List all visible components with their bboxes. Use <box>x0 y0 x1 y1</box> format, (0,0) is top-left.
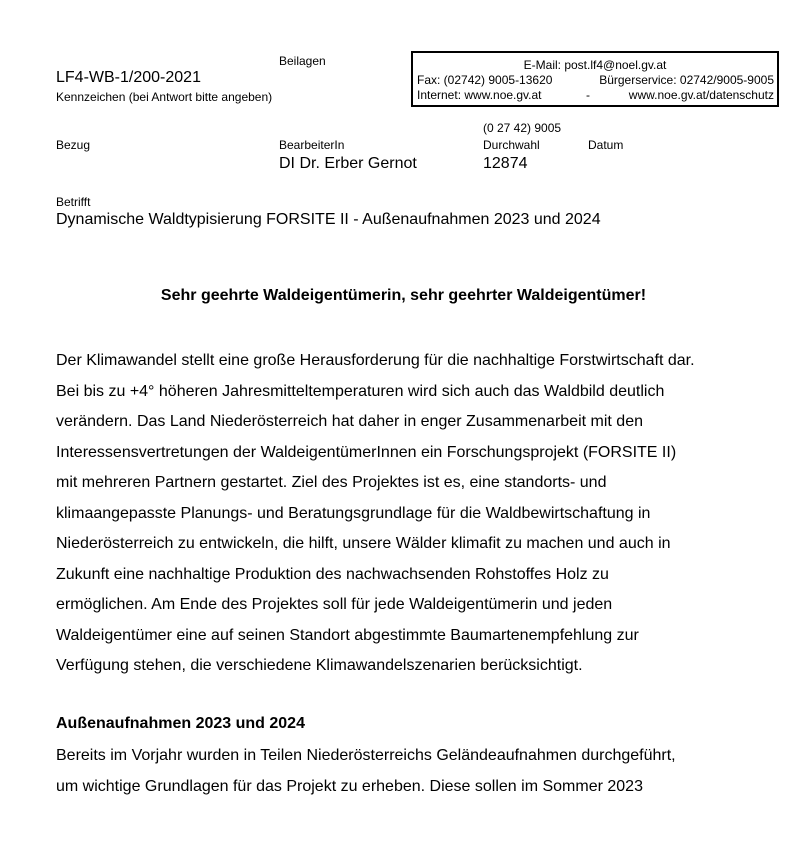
contact-buergerservice: Bürgerservice: 02742/9005-9005 <box>599 73 774 87</box>
body-line: ermöglichen. Am Ende des Projektes soll für jede Waldeigentümerin und jeden <box>56 596 613 613</box>
reference-note: Kennzeichen (bei Antwort bitte angeben) <box>56 90 273 104</box>
contact-email: E-Mail: post.lf4@noel.gv.at <box>523 58 667 72</box>
body-line: Zukunft eine nachhaltige Produktion des nachwachsenden Rohstoffes Holz zu <box>56 565 609 583</box>
body-paragraph <box>56 346 786 682</box>
body-line: Verfügung stehen, die verschiedene Klimawandelszenarien berücksichtigt. <box>56 657 583 674</box>
durchwahl-value: 12874 <box>483 155 528 172</box>
beilagen-label: Beilagen <box>279 54 326 68</box>
bearbeiter-name: DI Dr. Erber Gernot <box>279 155 417 172</box>
contact-box <box>411 51 779 107</box>
body-line: Niederösterreich zu entwickeln, die hilft, unsere Wälder klimafit zu machen und auch in <box>56 535 671 552</box>
body-line: Bei bis zu +4° höheren Jahresmitteltemperaturen wird sich auch das Waldbild deutlich <box>56 382 665 400</box>
durchwahl-label: Durchwahl <box>483 138 540 152</box>
betrifft-label: Betrifft <box>56 195 91 209</box>
contact-internet: Internet: www.noe.gv.at <box>417 88 542 102</box>
body-line: Interessensvertretungen der WaldeigentümerInnen ein Forschungsprojekt (FORSITE II) <box>56 443 677 461</box>
body-line: mit mehreren Partnern gestartet. Ziel des Projektes ist es, eine standorts- und <box>56 474 607 491</box>
section-heading: Außenaufnahmen 2023 und 2024 <box>56 715 305 732</box>
bearbeiter-label: BearbeiterIn <box>279 138 345 152</box>
body-line: klimaangepasste Planungs- und Beratungsgrundlage für die Waldbewirtschaftung in <box>56 504 651 522</box>
section-paragraph <box>56 740 786 802</box>
bezug-label: Bezug <box>56 138 91 152</box>
body-line: Waldeigentümer eine auf seinen Standort abgestimmte Baumartenempfehlung zur <box>56 626 639 644</box>
body-line: verändern. Das Land Niederösterreich hat daher in enger Zusammenarbeit mit den <box>56 413 643 430</box>
subject-line: Dynamische Waldtypisierung FORSITE II - Außenaufnahmen 2023 und 2024 <box>56 211 601 228</box>
datum-label: Datum <box>588 138 624 152</box>
contact-fax: Fax: (02742) 9005-13620 <box>417 73 553 87</box>
salutation: Sehr geehrte Waldeigentümerin, sehr geehrter Waldeigentümer! <box>160 287 647 304</box>
contact-datenschutz: www.noe.gv.at/datenschutz <box>628 88 774 102</box>
section-line: Bereits im Vorjahr wurden in Teilen Niederösterreichs Geländeaufnahmen durchgeführt, <box>56 747 676 764</box>
phone-prefix: (0 27 42) 9005 <box>483 121 562 135</box>
section-line: um wichtige Grundlagen für das Projekt zu erheben. Diese sollen im Sommer 2023 <box>56 778 643 795</box>
reference-number: LF4-WB-1/200-2021 <box>56 69 201 86</box>
body-line: Der Klimawandel stellt eine große Herausforderung für die nachhaltige Forstwirtschaft dar. <box>56 352 695 369</box>
contact-separator: - <box>586 88 590 102</box>
